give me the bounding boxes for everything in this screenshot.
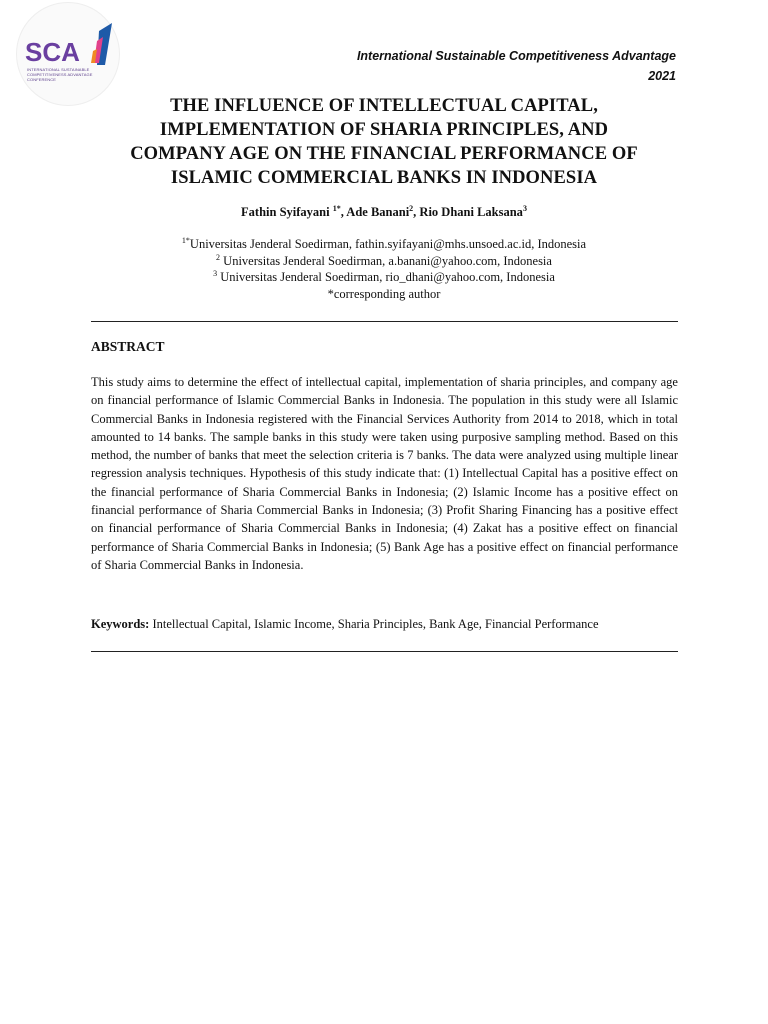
affiliation-text: Universitas Jenderal Soedirman, a.banani@yahoo.com, Indonesia	[220, 253, 552, 268]
affiliations	[92, 236, 676, 302]
title-line: IMPLEMENTATION OF SHARIA PRINCIPLES, AND	[159, 120, 609, 140]
affiliation-line	[92, 269, 676, 286]
author-name: Ade Banani	[346, 205, 410, 219]
paper-title	[92, 94, 676, 190]
author-sup: 1*	[332, 203, 341, 213]
author-sup: 3	[522, 203, 527, 213]
logo-caption: INTERNATIONAL SUSTAINABLE COMPETITIVENESS ADVANTAGE CONFERENCE	[27, 67, 93, 82]
affiliation-text: Universitas Jenderal Soedirman, rio_dhani@yahoo.com, Indonesia	[217, 270, 555, 284]
title-line: ISLAMIC COMMERCIAL BANKS IN INDONESIA	[170, 168, 598, 188]
author-name: Rio Dhani Laksana	[419, 205, 523, 219]
bottom-divider	[91, 651, 678, 652]
title-line: COMPANY AGE ON THE FINANCIAL PERFORMANCE OF	[130, 144, 638, 164]
sca-logo-graphic	[17, 3, 119, 105]
affiliation-sup: 1*	[181, 235, 190, 245]
journal-year: 2021	[648, 69, 676, 83]
journal-header	[256, 46, 676, 86]
abstract-text: This study aims to determine the effect of intellectual capital, implementation of sharia principles, and company age on financial performance of Islamic Commercial Banks in Indonesia. The population in this study were all Islamic Commercial Banks in Indonesia registered with the Financial Services Authority from 2014 to 2018, which in total amounted to 14 banks. The sample banks in this study were taken using purposive sampling method. Based on this method, the number of banks that meet the selection criteria is 7 banks. The data were analyzed using multiple linear regression analysis techniques. Hypothesis of this study indicate that: (1) Intellectual Capital has a positive effect on the financial performance of Sharia Commercial Banks in Indonesia; (2) Islamic Income has a positive effect on financial performance of Sharia Commercial Banks in Indonesia; (3) Profit Sharing Financing has a positive effect on financial performance of Sharia Commercial Banks in Indonesia; (4) Zakat has a positive effect on financial performance of Sharia Commercial Banks in Indonesia; (5) Bank Age has a positive effect on financial performance of Sharia Commercial Banks in Indonesia.	[91, 375, 678, 572]
affiliation-text: Universitas Jenderal Soedirman, fathin.syifayani@mhs.unsoed.ac.id, Indonesia	[189, 237, 587, 251]
keywords-text: Intellectual Capital, Islamic Income, Sharia Principles, Bank Age, Financial Performance	[149, 617, 599, 631]
affiliation-line	[92, 253, 676, 270]
journal-name: International Sustainable Competitiveness Advantage	[356, 49, 676, 63]
title-line: THE INFLUENCE OF INTELLECTUAL CAPITAL,	[170, 96, 598, 116]
logo-text: SCA	[25, 37, 80, 67]
keywords	[91, 615, 678, 633]
author-sup: 2	[409, 203, 414, 213]
affiliation-sup: 2	[216, 252, 221, 262]
author-list: Fathin Syifayani $^{1*}$, Ade Banani$^2$, Rio Dhani Laksana$^3$	[241, 203, 527, 219]
conference-logo	[16, 2, 120, 106]
affiliation-sup: 3	[213, 268, 218, 278]
abstract-heading: ABSTRACT	[91, 339, 165, 354]
affiliation-line	[92, 236, 676, 253]
author-name: Fathin Syifayani	[241, 205, 333, 219]
corresponding-author-note: *corresponding author	[327, 286, 441, 301]
top-divider	[91, 321, 678, 322]
keywords-label: Keywords:	[91, 617, 150, 631]
